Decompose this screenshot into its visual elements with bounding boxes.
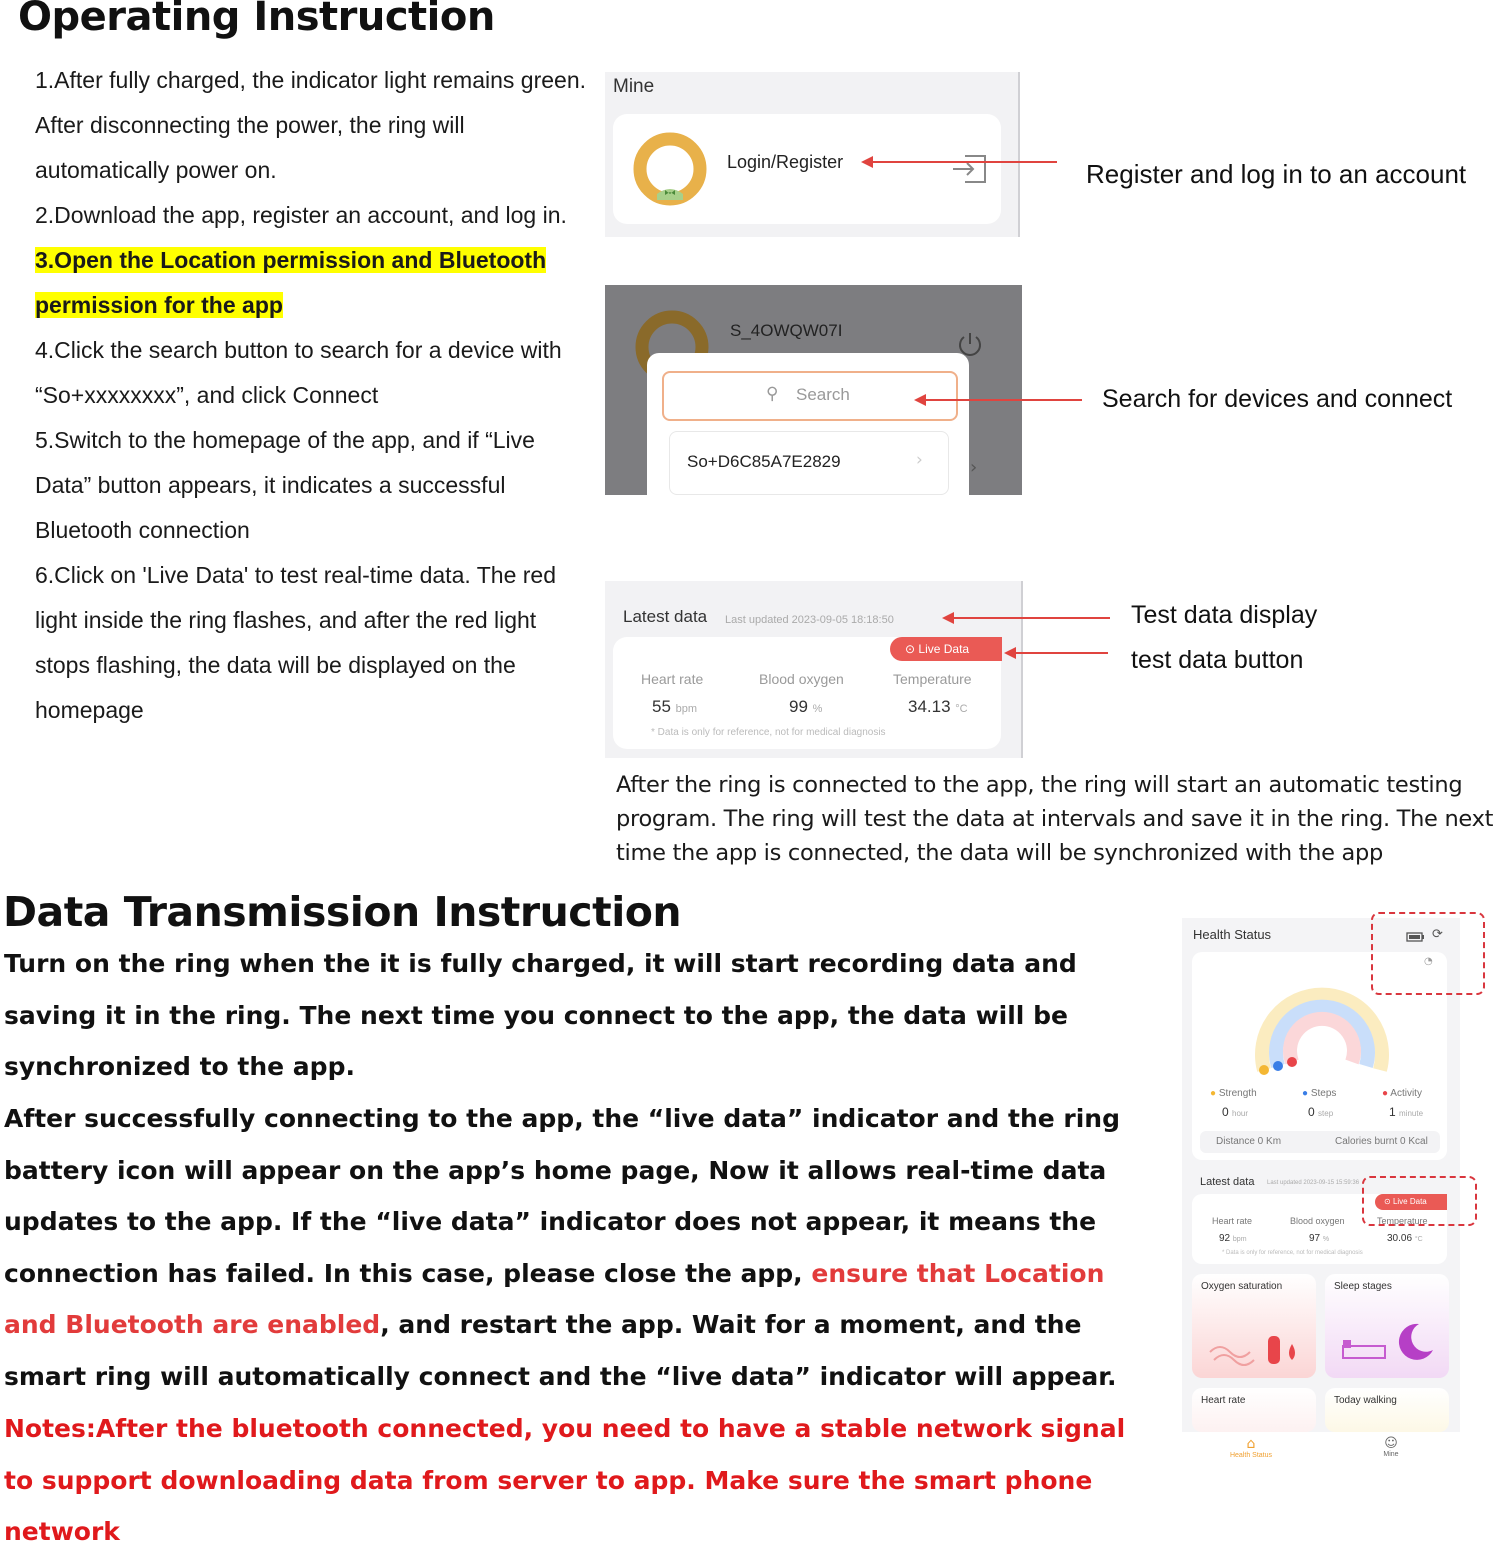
home-icon: ⌂ bbox=[1246, 1436, 1256, 1452]
temperature-label: Temperature bbox=[893, 671, 972, 687]
arrow-login bbox=[872, 161, 1057, 163]
arrow-display bbox=[953, 617, 1110, 619]
oxygen-illustration-icon bbox=[1206, 1322, 1306, 1368]
sleep-illustration-icon bbox=[1339, 1316, 1439, 1368]
health-oxygen-value: 97 % bbox=[1309, 1233, 1330, 1244]
step-5: 5.Switch to the homepage of the app, and if “Live Data” button appears, it indicates a successful Bluetooth connection bbox=[35, 427, 535, 543]
temperature-value: 34.13 °C bbox=[908, 697, 968, 716]
heart-rate-tile[interactable] bbox=[1192, 1388, 1316, 1432]
transmission-notes: Notes:After the bluetooth connected, you need to have a stable network signal to support downloading data from server to app. Make sure the smart phone network bbox=[4, 1414, 1126, 1546]
operating-steps bbox=[35, 58, 595, 733]
steps-value: 0 step bbox=[1308, 1105, 1334, 1119]
sleep-stages-tile[interactable] bbox=[1325, 1274, 1449, 1378]
latest-disclaimer: * Data is only for reference, not for medical diagnosis bbox=[651, 727, 886, 738]
user-icon: ☺ bbox=[1384, 1436, 1398, 1451]
health-temp-value: 30.06 °C bbox=[1387, 1233, 1423, 1244]
transmission-title: Data Transmission Instruction bbox=[3, 888, 682, 936]
heart-rate-label: Heart rate bbox=[641, 671, 704, 687]
blood-oxygen-value: 99 % bbox=[789, 697, 823, 716]
latest-data-title: Latest data bbox=[623, 607, 708, 626]
oxygen-saturation-tile[interactable] bbox=[1192, 1274, 1316, 1378]
latest-updated: Last updated 2023-09-05 18:18:50 bbox=[725, 614, 894, 626]
step-2: 2.Download the app, register an account, and log in. bbox=[35, 202, 567, 228]
device-item-label: So+D6C85A7E2829 bbox=[687, 452, 841, 471]
live-data-icon: ⊙ bbox=[905, 642, 916, 656]
heart-rate-value: 55 bpm bbox=[652, 697, 698, 716]
arrow-search bbox=[925, 399, 1082, 401]
arrow-search-head bbox=[914, 394, 926, 406]
health-status-title: Health Status bbox=[1193, 927, 1272, 942]
health-oxygen-label: Blood oxygen bbox=[1290, 1216, 1345, 1226]
activity-label: ● Activity bbox=[1382, 1088, 1422, 1099]
chevron-right-icon: › bbox=[916, 450, 923, 470]
login-register-label[interactable]: Login/Register bbox=[727, 152, 844, 172]
search-dialog bbox=[647, 353, 969, 495]
strength-label: ● Strength bbox=[1210, 1088, 1257, 1099]
today-walking-tile[interactable] bbox=[1325, 1388, 1449, 1432]
step-6: 6.Click on 'Live Data' to test real-time data. The red light inside the ring flashes, and after the red light stops flashing, the data will be displayed on the homepage bbox=[35, 562, 556, 723]
avatar bbox=[633, 132, 707, 206]
health-latest-updated: Last updated 2023-09-15 15:59:36 bbox=[1267, 1180, 1360, 1186]
live-data-highlight-box bbox=[1362, 1176, 1477, 1226]
arrow-login-head bbox=[861, 156, 873, 168]
login-enter-icon[interactable] bbox=[951, 152, 989, 186]
distance-text: Distance 0 Km bbox=[1216, 1136, 1282, 1147]
step-4: 4.Click the search button to search for a device with “So+xxxxxxxx”, and click Connect bbox=[35, 337, 562, 408]
bottom-nav bbox=[1182, 1432, 1460, 1476]
annotation-display: Test data display bbox=[1131, 601, 1318, 629]
health-heart-label: Heart rate bbox=[1212, 1216, 1253, 1226]
steps-label: ● Steps bbox=[1302, 1088, 1337, 1099]
latest-data-screenshot bbox=[605, 581, 1023, 758]
step-3-highlight: 3.Open the Location permission and Bluetooth permission for the app bbox=[35, 247, 547, 318]
arrow-button-head bbox=[1004, 647, 1016, 659]
info-icon[interactable]: ◔ bbox=[1424, 956, 1433, 967]
health-latest-title: Latest data bbox=[1200, 1176, 1255, 1188]
tile-walking-label: Today walking bbox=[1334, 1395, 1397, 1406]
step-3 bbox=[35, 238, 595, 328]
nav-health-status[interactable]: ⌂ Health Status bbox=[1229, 1436, 1273, 1459]
transmission-para-2: After successfully connecting to the app, the “live data” indicator and the ring battery icon will appear on the app’s home page, Now it allows real-time data updates to the app. If the “live data” indicator does not appear, it means the connection has failed. In this case, please close the app, ensure that Location and Bluetooth are enabled, and restart the app. Wait for a moment, and the smart ring will automatically connect and the “live data” indicator will appear. bbox=[4, 1104, 1120, 1391]
annotation-button: test data button bbox=[1131, 646, 1304, 674]
health-heart-value: 92 bpm bbox=[1219, 1233, 1247, 1244]
tile-heart-label: Heart rate bbox=[1201, 1395, 1246, 1406]
search-icon: ⚲ bbox=[766, 384, 779, 404]
live-data-label: Live Data bbox=[918, 642, 970, 656]
arrow-button bbox=[1015, 652, 1108, 654]
tile-oxygen-label: Oxygen saturation bbox=[1201, 1281, 1283, 1292]
live-data-button[interactable] bbox=[890, 637, 1002, 661]
bluetooth-location-warning: ensure that Location and Bluetooth are enabled bbox=[4, 1258, 1105, 1339]
blood-oxygen-label: Blood oxygen bbox=[759, 671, 844, 687]
activity-value: 1 minute bbox=[1389, 1105, 1424, 1119]
auto-test-note: After the ring is connected to the app, the ring will start an automatic testing program. The ring will test the data at intervals and save it in the ring. The next time the app is connected, the data will be synchronized with the app bbox=[616, 772, 1494, 866]
sync-icon[interactable]: ⟳ bbox=[1432, 927, 1443, 942]
device-list-item[interactable] bbox=[669, 431, 949, 495]
mine-screenshot bbox=[605, 72, 1020, 237]
operating-title: Operating Instruction bbox=[18, 0, 495, 40]
search-screenshot bbox=[605, 285, 1022, 495]
arrow-display-head bbox=[942, 612, 954, 624]
search-placeholder: Search bbox=[796, 385, 850, 404]
chevron-right-icon: › bbox=[970, 457, 978, 478]
calories-text: Calories burnt 0 Kcal bbox=[1335, 1136, 1428, 1147]
transmission-para-1: Turn on the ring when the it is fully charged, it will start recording data and saving it in the ring. The next time you connect to the app, the data will be synchronized to the app. bbox=[4, 949, 1077, 1081]
step-1: 1.After fully charged, the indicator light remains green. After disconnecting the power, the ring will automatically power on. bbox=[35, 67, 587, 183]
latest-data-card bbox=[613, 637, 1001, 749]
tile-sleep-label: Sleep stages bbox=[1334, 1281, 1392, 1292]
annotation-login: Register and log in to an account bbox=[1086, 159, 1467, 189]
health-disclaimer: * Data is only for reference, not for medical diagnosis bbox=[1222, 1250, 1363, 1256]
strength-value: 0 hour bbox=[1222, 1105, 1249, 1119]
login-card[interactable] bbox=[613, 114, 1001, 224]
health-temp-label: Temperature bbox=[1377, 1216, 1428, 1226]
live-data-icon: ⊙ bbox=[1384, 1197, 1391, 1206]
mine-header: Mine bbox=[613, 76, 655, 97]
distance-calories-bar bbox=[1200, 1131, 1440, 1153]
device-name: S_4OWQW07I bbox=[730, 321, 843, 340]
nav-mine[interactable]: ☺ Mine bbox=[1376, 1436, 1406, 1458]
battery-highlight-box bbox=[1371, 912, 1485, 995]
annotation-search: Search for devices and connect bbox=[1102, 385, 1453, 413]
health-live-data-button[interactable]: ⊙ Live Data bbox=[1375, 1194, 1447, 1210]
